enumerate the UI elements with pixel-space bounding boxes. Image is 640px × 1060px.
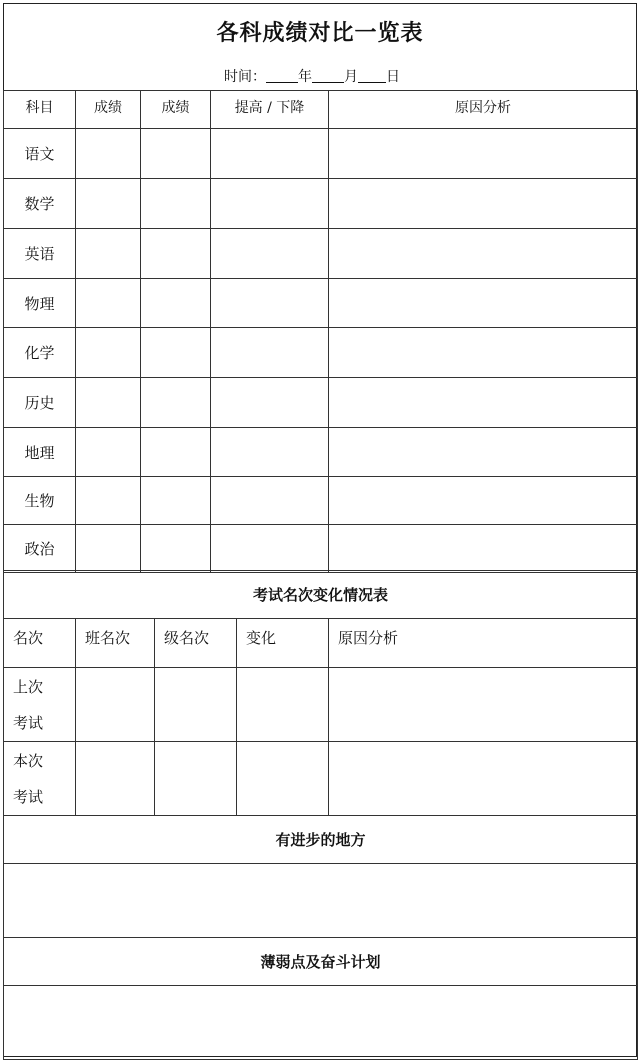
header-score-1: 成绩 <box>76 91 141 129</box>
reason-cell[interactable] <box>329 279 638 328</box>
rank-header-row <box>4 619 638 668</box>
subject-label: 政治 <box>4 525 76 573</box>
score-cell[interactable] <box>76 378 141 428</box>
exam-label-line2: 考试 <box>13 787 44 806</box>
year-label: 年 <box>298 69 312 85</box>
rank-reason-cell[interactable] <box>329 742 638 816</box>
rank-change-cell[interactable] <box>237 742 329 816</box>
grade-rank-cell[interactable] <box>155 742 237 816</box>
subject-label: 生物 <box>4 477 76 525</box>
subject-label: 英语 <box>4 229 76 279</box>
change-cell[interactable] <box>211 328 329 378</box>
score-cell[interactable] <box>141 279 211 328</box>
exam-row-this <box>4 742 638 816</box>
plan-title-row <box>4 938 638 986</box>
reason-cell[interactable] <box>329 525 638 573</box>
plan-section-title: 薄弱点及奋斗计划 <box>4 938 638 986</box>
progress-area-row <box>4 864 638 938</box>
date-prefix: 时间： <box>224 69 266 85</box>
grade-rank-cell[interactable] <box>155 668 237 742</box>
page-title: 各科成绩对比一览表 <box>216 21 424 46</box>
score-cell[interactable] <box>141 525 211 573</box>
plan-area-row <box>4 986 638 1060</box>
reason-cell[interactable] <box>329 229 638 279</box>
rank-section-title: 考试名次变化情况表 <box>4 571 638 619</box>
score-cell[interactable] <box>76 179 141 229</box>
exam-label-last <box>4 668 76 742</box>
header-change: 提高 / 下降 <box>211 91 329 129</box>
month-label: 月 <box>344 69 358 85</box>
subject-label: 物理 <box>4 279 76 328</box>
reason-cell[interactable] <box>329 179 638 229</box>
report-sheet <box>3 3 637 1057</box>
score-cell[interactable] <box>76 129 141 179</box>
progress-notes-area[interactable] <box>4 864 638 938</box>
year-blank[interactable] <box>266 68 298 83</box>
subject-header-row <box>4 91 638 129</box>
score-cell[interactable] <box>141 328 211 378</box>
subject-row <box>4 179 638 229</box>
rank-and-notes-table <box>3 570 638 1060</box>
subject-row <box>4 328 638 378</box>
reason-cell[interactable] <box>329 428 638 477</box>
exam-row-last <box>4 668 638 742</box>
header-grade-rank: 级名次 <box>155 619 237 668</box>
exam-label-line1: 上次 <box>13 677 44 696</box>
change-cell[interactable] <box>211 229 329 279</box>
plan-notes-area[interactable] <box>4 986 638 1060</box>
score-cell[interactable] <box>76 477 141 525</box>
change-cell[interactable] <box>211 477 329 525</box>
score-cell[interactable] <box>76 428 141 477</box>
subject-label: 语文 <box>4 129 76 179</box>
subject-row <box>4 279 638 328</box>
subject-row <box>4 525 638 573</box>
score-cell[interactable] <box>76 328 141 378</box>
change-cell[interactable] <box>211 179 329 229</box>
header-reason: 原因分析 <box>329 91 638 129</box>
score-cell[interactable] <box>141 229 211 279</box>
rank-section-title-row <box>4 571 638 619</box>
reason-cell[interactable] <box>329 477 638 525</box>
rank-change-cell[interactable] <box>237 668 329 742</box>
score-cell[interactable] <box>141 129 211 179</box>
change-cell[interactable] <box>211 378 329 428</box>
change-cell[interactable] <box>211 525 329 573</box>
header-score-2: 成绩 <box>141 91 211 129</box>
subject-label: 数学 <box>4 179 76 229</box>
rank-reason-cell[interactable] <box>329 668 638 742</box>
subject-label: 地理 <box>4 428 76 477</box>
score-cell[interactable] <box>141 378 211 428</box>
subject-row <box>4 229 638 279</box>
score-cell[interactable] <box>76 525 141 573</box>
change-cell[interactable] <box>211 428 329 477</box>
subject-row <box>4 477 638 525</box>
subject-row <box>4 428 638 477</box>
subject-row <box>4 129 638 179</box>
day-label: 日 <box>386 69 400 85</box>
header-rank-change: 变化 <box>237 619 329 668</box>
exam-label-line1: 本次 <box>13 751 44 770</box>
reason-cell[interactable] <box>329 129 638 179</box>
score-cell[interactable] <box>141 428 211 477</box>
change-cell[interactable] <box>211 279 329 328</box>
change-cell[interactable] <box>211 129 329 179</box>
class-rank-cell[interactable] <box>76 668 155 742</box>
reason-cell[interactable] <box>329 378 638 428</box>
exam-label-line2: 考试 <box>13 713 44 732</box>
score-cell[interactable] <box>76 229 141 279</box>
progress-section-title: 有进步的地方 <box>4 816 638 864</box>
score-cell[interactable] <box>76 279 141 328</box>
score-cell[interactable] <box>141 179 211 229</box>
class-rank-cell[interactable] <box>76 742 155 816</box>
subject-score-table <box>3 90 638 573</box>
score-cell[interactable] <box>141 477 211 525</box>
header-class-rank: 班名次 <box>76 619 155 668</box>
day-blank[interactable] <box>358 68 386 83</box>
month-blank[interactable] <box>312 68 344 83</box>
reason-cell[interactable] <box>329 328 638 378</box>
exam-label-this <box>4 742 76 816</box>
header-rank: 名次 <box>4 619 76 668</box>
header-subject: 科目 <box>4 91 76 129</box>
header-rank-reason: 原因分析 <box>329 619 638 668</box>
progress-title-row <box>4 816 638 864</box>
subject-label: 历史 <box>4 378 76 428</box>
subject-label: 化学 <box>4 328 76 378</box>
date-line <box>224 66 400 86</box>
subject-row <box>4 378 638 428</box>
